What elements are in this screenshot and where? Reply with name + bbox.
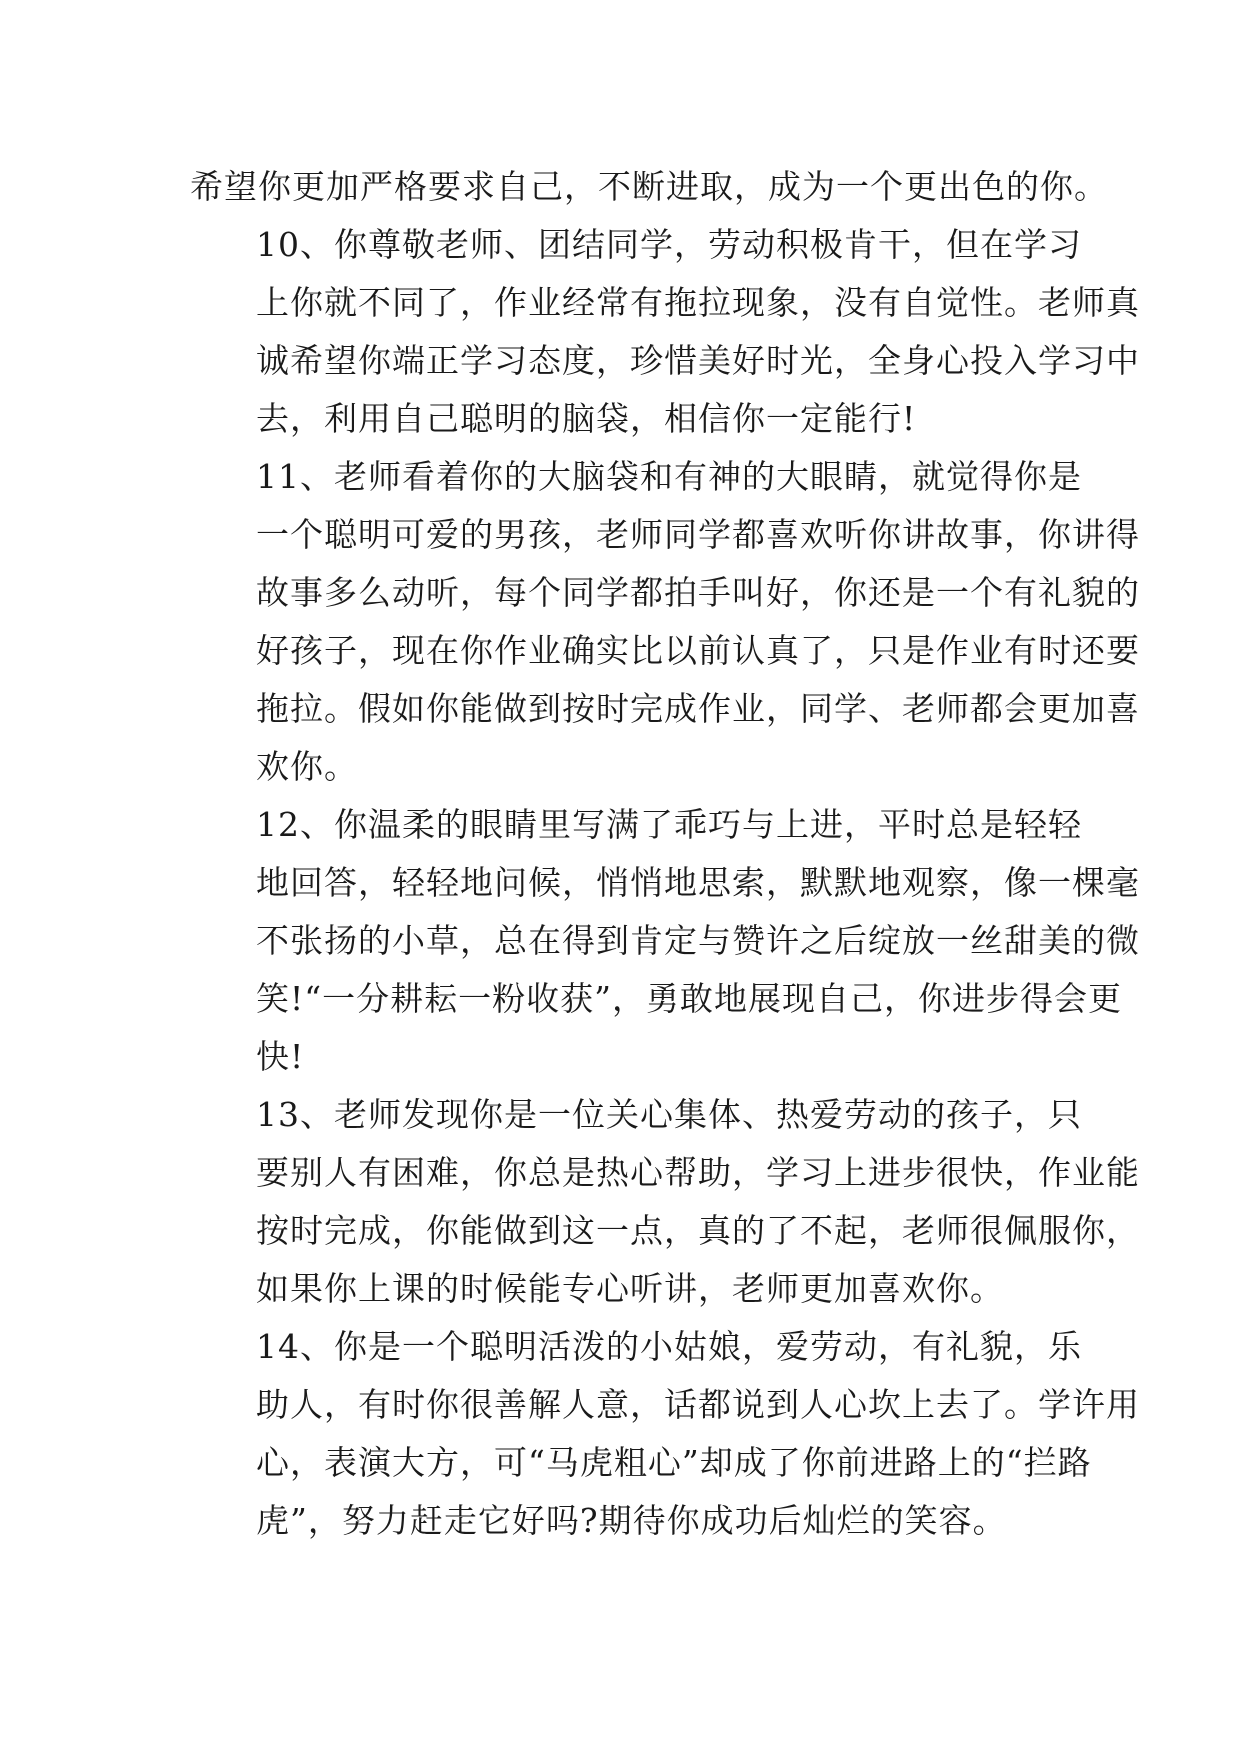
text-line: 快! [256,1037,305,1076]
text-line: 诚希望你端正学习态度，珍惜美好时光，全身心投入学习中 [256,341,1140,380]
text-line: 好孩子，现在你作业确实比以前认真了，只是作业有时还要 [256,631,1140,670]
text-line: 地回答，轻轻地问候，悄悄地思索，默默地观察，像一棵毫 [256,863,1140,902]
text-line: 11、老师看着你的大脑袋和有神的大眼睛，就觉得你是 [256,457,1082,496]
text-line: 14、你是一个聪明活泼的小姑娘，爱劳动，有礼貌，乐 [256,1327,1082,1366]
text-line: 心，表演大方，可“马虎粗心”却成了你前进路上的“拦路 [256,1443,1092,1482]
text-line: 笑!“一分耕耘一粉收获”，勇敢地展现自己，你进步得会更 [256,979,1123,1018]
text-line: 助人，有时你很善解人意，话都说到人心坎上去了。学许用 [256,1385,1140,1424]
paragraph-continuation [190,158,1108,216]
text-line: 按时完成，你能做到这一点，真的了不起，老师很佩服你， [256,1211,1140,1250]
text-line: 如果你上课的时候能专心听讲，老师更加喜欢你。 [256,1269,1004,1308]
text-line: 希望你更加严格要求自己，不断进取，成为一个更出色的你。 [190,167,1108,206]
text-line: 拖拉。假如你能做到按时完成作业，同学、老师都会更加喜 [256,689,1140,728]
paragraph-item-14 [190,1318,1140,1550]
text-line: 10、你尊敬老师、团结同学，劳动积极肯干，但在学习 [256,225,1082,264]
text-line: 13、老师发现你是一位关心集体、热爱劳动的孩子，只 [256,1095,1082,1134]
text-line: 要别人有困难，你总是热心帮助，学习上进步很快，作业能 [256,1153,1140,1192]
text-line: 虎”，努力赶走它好吗?期待你成功后灿烂的笑容。 [256,1501,1007,1540]
paragraph-item-13 [190,1086,1140,1318]
document-body [190,158,1140,1550]
text-line: 欢你。 [256,747,358,786]
paragraph-item-11 [190,448,1140,796]
text-line: 去，利用自己聪明的脑袋，相信你一定能行! [256,399,917,438]
text-line: 故事多么动听，每个同学都拍手叫好，你还是一个有礼貌的 [256,573,1140,612]
text-line: 不张扬的小草，总在得到肯定与赞许之后绽放一丝甜美的微 [256,921,1140,960]
paragraph-item-10 [190,216,1140,448]
text-line: 一个聪明可爱的男孩，老师同学都喜欢听你讲故事，你讲得 [256,515,1140,554]
text-line: 上你就不同了，作业经常有拖拉现象，没有自觉性。老师真 [256,283,1140,322]
text-line: 12、你温柔的眼睛里写满了乖巧与上进，平时总是轻轻 [256,805,1082,844]
paragraph-item-12 [190,796,1140,1086]
